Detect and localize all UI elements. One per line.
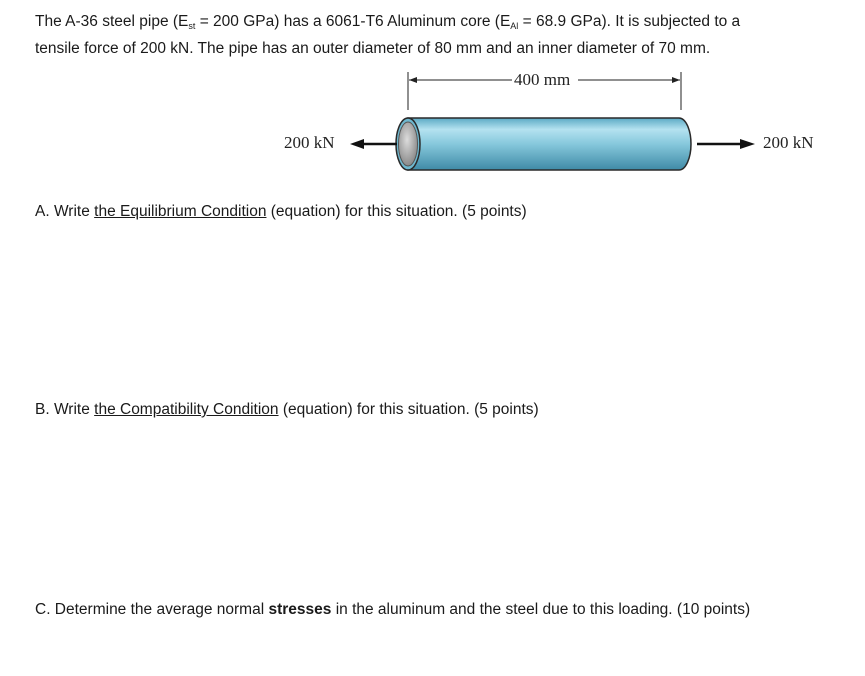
problem-line-2: tensile force of 200 kN. The pipe has an outer diameter of 80 mm and an inner diameter of 70 mm. <box>35 40 711 57</box>
pipe-diagram <box>0 60 865 185</box>
force-label-left: 200 kN <box>284 133 335 152</box>
question-a-prefix: A. Write <box>35 203 95 220</box>
question-c-prefix: C. Determine the average normal <box>35 601 269 618</box>
question-c-bold: stresses <box>268 601 332 618</box>
force-arrow-right-head <box>740 139 755 149</box>
line1-text-a: The A-36 steel pipe (E <box>35 13 189 30</box>
force-label-right: 200 kN <box>763 133 814 152</box>
problem-line-1 <box>35 8 835 35</box>
question-a <box>35 202 527 222</box>
question-c-suffix: in the aluminum and the steel due to this loading. (10 points) <box>331 601 751 618</box>
problem-statement <box>35 8 835 62</box>
question-b-suffix: (equation) for this situation. (5 points) <box>278 401 539 418</box>
question-a-suffix: (equation) for this situation. (5 points) <box>266 203 527 220</box>
length-label: 400 mm <box>514 70 571 89</box>
line1-text-b: = 200 GPa) has a 6061-T6 Aluminum core (E <box>195 13 511 30</box>
pipe-body <box>408 118 691 170</box>
question-a-underlined: the Equilibrium Condition <box>94 203 267 220</box>
subscript-al: Al <box>510 21 519 31</box>
line1-text-c: = 68.9 GPa). It is subjected to a <box>518 13 741 30</box>
question-b-underlined: the Compatibility Condition <box>94 401 279 418</box>
pipe-figure <box>0 60 865 185</box>
question-b <box>35 400 539 420</box>
question-b-prefix: B. Write <box>35 401 95 418</box>
subscript-st: st <box>188 21 196 31</box>
force-arrow-left-head <box>350 139 364 149</box>
question-c <box>35 600 750 620</box>
aluminum-core-end <box>399 122 418 166</box>
